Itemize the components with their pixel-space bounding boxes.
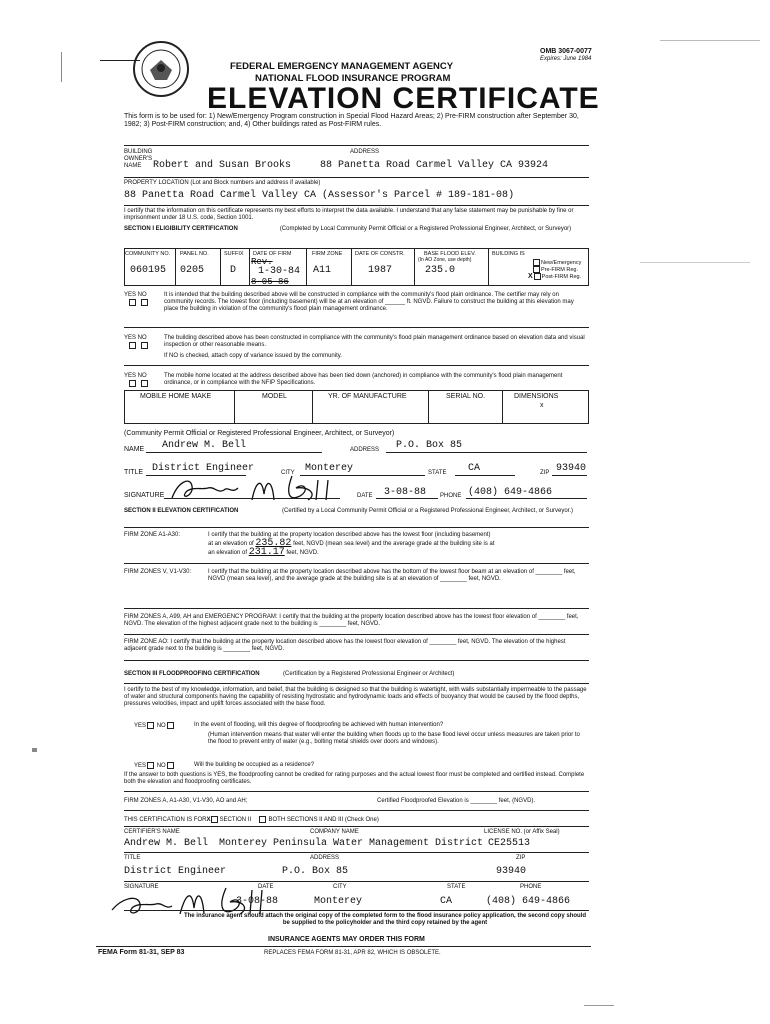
city-label: CITY xyxy=(281,470,295,476)
footer-state: CA xyxy=(440,896,453,907)
owner-address: 88 Panetta Road Carmel Valley CA 93924 xyxy=(320,160,549,171)
zone-a1-a30-label: FIRM ZONE A1-A30: xyxy=(124,532,181,538)
agent-note: The insurance agent should attach the original copy of the completed form to the flood insurance policy application, the second copy should be supplied to the policyholder and the third copy retained by the agent xyxy=(183,913,587,926)
section3-heading: SECTION III FLOODPROOFING CERTIFICATION xyxy=(124,671,260,677)
col-mh-make: MOBILE HOME MAKE xyxy=(140,393,212,400)
omb-number: OMB 3067-0077 xyxy=(540,48,592,55)
building-opt-prefirm[interactable]: Pre-FIRM Reg. xyxy=(532,266,578,274)
section1-para-1: It is intended that the building described above will be constructed in compliance with the community's flood plain ordinance. The certifier may rely on community records. The lowest floor (including basement) will be at an elevation of ______ ft. NGVD. Failure to construct the building at this elevation may place the building in violation of the community's flood plain management ordinance. xyxy=(164,292,574,312)
footer-title-label: TITLE xyxy=(124,855,141,861)
program-name: NATIONAL FLOOD INSURANCE PROGRAM xyxy=(255,73,451,84)
section2-check-mark: X xyxy=(206,817,211,824)
footer-phone: (408) 649-4866 xyxy=(486,896,571,907)
col-building-is: BUILDING IS xyxy=(492,251,525,257)
footer-state-label: STATE xyxy=(447,884,466,890)
owner-name-label: BUILDING OWNER'S NAME xyxy=(124,149,153,169)
yes-no-2: YES NO xyxy=(124,335,147,341)
zone-v-label: FIRM ZONES V, V1-V30: xyxy=(124,569,192,575)
building-opt-postfirm[interactable]: X Post-FIRM Reg. xyxy=(528,273,582,280)
col-community-no: COMMUNITY NO. xyxy=(125,251,171,257)
col-mh-serial: SERIAL NO. xyxy=(446,393,486,400)
official-city: Monterey xyxy=(305,463,354,474)
panel-no: 0205 xyxy=(180,265,205,276)
building-opt-new[interactable]: New/Emergency xyxy=(532,259,581,267)
section1-heading: SECTION I ELIGIBILITY CERTIFICATION xyxy=(124,226,238,232)
official-address-label: ADDRESS xyxy=(350,447,380,453)
col-date-of-constr: DATE OF CONSTR. xyxy=(355,251,405,257)
mh-dim-x: x xyxy=(540,402,544,409)
yes-no-2-boxes[interactable] xyxy=(128,342,149,350)
col-panel-no: PANEL NO. xyxy=(180,251,209,257)
average-grade-elev: 231.17 xyxy=(248,547,285,558)
form-number: FEMA Form 81-31, SEP 83 xyxy=(98,949,185,956)
official-phone: (408) 649-4866 xyxy=(468,487,553,498)
yes-no-1-boxes[interactable] xyxy=(128,299,149,307)
col-bfe-note: (In AO Zone, use depth) xyxy=(418,257,472,263)
q1-yes-no[interactable]: YES NO xyxy=(134,722,175,730)
footer-date: 3-08-88 xyxy=(236,896,279,907)
col-firm-zone: FIRM ZONE xyxy=(312,251,343,257)
suffix: D xyxy=(230,265,237,276)
page-title: ELEVATION CERTIFICATE xyxy=(207,82,600,115)
license-label: LICENSE NO. (or Affix Seal) xyxy=(484,829,560,835)
zone-v-text: I certify that the building at the property location described above has the bottom of the lowest floor beam at an elevation of ________ feet, NGVD (mean sea level), and the average grade at the building site is at an elevation of ________ feet, NGVD. xyxy=(208,569,576,582)
footer-title: District Engineer xyxy=(124,866,227,877)
section1-para-3: The mobile home located at the address described above has been tied down (anchored) in compliance with the community's flood plain management ordinance, or in compliance with the NFIP Specifications. xyxy=(164,373,563,386)
question-1: In the event of flooding, will this degree of floodproofing be achieved with human intervention? xyxy=(194,722,444,728)
license-no: CE25513 xyxy=(488,838,531,849)
zone-a1-a30-text-a: I certify that the building at the property location described above has the lowest floor (including basement) xyxy=(208,532,491,538)
scan-mark xyxy=(61,52,62,82)
replaces-note: REPLACES FEMA FORM 81-31, APR 82, WHICH IS OBSOLETE. xyxy=(264,950,441,956)
official-label: (Community Permit Official or Registered Professional Engineer, Architect, or Surveyor) xyxy=(124,430,395,437)
both-sections-checkbox[interactable] xyxy=(259,816,266,823)
company-name: Monterey Peninsula Water Management District xyxy=(219,838,484,849)
col-suffix: SUFFIX xyxy=(224,251,244,257)
firm-zone: A11 xyxy=(313,265,332,276)
zone-a-a99-text: FIRM ZONES A, A99, AH and EMERGENCY PROGRAM: I certify that the building at the property location described above has the lowest floor elevation of ________ feet, NGVD. The elevation of the highest adjacent grade next to the building is ________ feet, NGVD. xyxy=(124,614,579,627)
footer-phone-label: PHONE xyxy=(520,884,542,890)
footer-address: P.O. Box 85 xyxy=(282,866,349,877)
yes-no-1: YES NO xyxy=(124,292,147,298)
zone-a1-a30-line3: an elevation of 231.17 feet, NGVD. xyxy=(208,547,319,558)
property-location-label: PROPERTY LOCATION (Lot and Block numbers and address if available) xyxy=(124,180,321,186)
zip-label: ZIP xyxy=(540,470,550,476)
fp-zones: FIRM ZONES A, A1-A30, V1-V30, AO and AH; xyxy=(124,798,248,804)
footer-date-label: DATE xyxy=(258,884,274,890)
certify-text: I certify that the information on this certificate represents my best efforts to interpret the data available. I understand that any false statement may be punishable by fine or imprisonment under 18 U.S. code, Section 1001. xyxy=(124,208,574,221)
name-label: NAME xyxy=(124,446,145,453)
footer-city: Monterey xyxy=(314,896,363,907)
col-base-flood-elev: BASE FLOOD ELEV. xyxy=(424,251,476,257)
scan-mark xyxy=(640,262,750,263)
official-address: P.O. Box 85 xyxy=(396,440,463,451)
certifier-name: Andrew M. Bell xyxy=(124,838,209,849)
official-name: Andrew M. Bell xyxy=(162,440,247,451)
col-date-of-firm: DATE OF FIRM xyxy=(253,251,292,257)
section3-desc: (Certification by a Registered Professional Engineer or Architect) xyxy=(283,671,455,677)
section3-para-2: If the answer to both questions is YES, the floodproofing cannot be credited for rating purposes and the actual lowest floor must be completed and certified instead. Complete both the elevation and floodproofing certificates. xyxy=(124,772,585,785)
title-label: TITLE xyxy=(124,469,144,476)
yes-no-3-boxes[interactable] xyxy=(128,380,149,388)
firm-date: 1-30-84 xyxy=(258,266,301,277)
scan-mark xyxy=(32,748,37,752)
state-label: STATE xyxy=(428,470,447,476)
certified-fp-elev: Certified Floodproofed Elevation is ________ feet, (NGVD). xyxy=(377,798,536,804)
scan-mark xyxy=(660,40,760,41)
footer-city-label: CITY xyxy=(333,884,347,890)
agents-order: INSURANCE AGENTS MAY ORDER THIS FORM xyxy=(268,936,425,943)
footer-zip: 93940 xyxy=(496,866,527,877)
col-mh-year: YR. OF MANUFACTURE xyxy=(328,393,407,400)
zone-ao-text: FIRM ZONE AO: I certify that the building at the property location described above has the lowest floor elevation of ________ feet, NGVD. The elevation of the highest adjacent grade next to the building is ________ feet, NGVD. xyxy=(124,639,566,652)
certifier-name-label: CERTIFIER'S NAME xyxy=(124,829,180,835)
agency-name: FEDERAL EMERGENCY MANAGEMENT AGENCY xyxy=(230,61,454,72)
date-label: DATE xyxy=(357,493,373,499)
section3-para-1: I certify to the best of my knowledge, information, and belief, that the building is designed so that the building is watertight, with walls substantially impermeable to the passage of water and structural components having the capability of resisting hydrostatic and hydrodynamic loads and effects of buoyancy that would be caused by the flood depths, pressures velocities, impact and uplift forces associated with the base flood. xyxy=(124,687,587,707)
base-flood-elev: 235.0 xyxy=(425,265,456,276)
official-zip: 93940 xyxy=(556,463,587,474)
question-2: Will the building be occupied as a residence? xyxy=(194,762,315,768)
section1-para-2b: If NO is checked, attach copy of variance issued by the community. xyxy=(164,353,342,359)
official-signature xyxy=(168,472,348,504)
section2-desc: (Certified by a Local Community Permit Official or a Registered Professional Engineer, Architect, or Surveyor.) xyxy=(282,508,574,514)
cert-for-row: THIS CERTIFICATION IS FORX SECTION II BOTH SECTIONS II AND III (Check One) xyxy=(124,817,379,824)
section1-desc: (Completed by Local Community Permit Official or a Registered Professional Engineer, Architect, or Surveyor) xyxy=(279,226,572,232)
signature-label: SIGNATURE xyxy=(124,492,165,499)
scan-mark xyxy=(584,1005,614,1006)
owner-address-label: ADDRESS xyxy=(350,149,380,155)
company-name-label: COMPANY NAME xyxy=(310,829,359,835)
official-state: CA xyxy=(468,463,481,474)
firm-date-strike: 8-05-86 xyxy=(251,277,289,287)
question-1-note: (Human intervention means that water will enter the building when floods up to the base flood level occur unless measures are taken prior to the flood to prevent entry of water (e.g., bolting metal shields over doors and windows). xyxy=(208,732,580,745)
col-mh-dimensions: DIMENSIONS xyxy=(514,393,559,400)
official-title: District Engineer xyxy=(152,463,255,474)
fema-seal xyxy=(132,40,190,98)
expiration-date: Expires: June 1984 xyxy=(540,56,592,62)
lowest-floor-elev: 235.82 xyxy=(255,538,292,549)
footer-address-label: ADDRESS xyxy=(310,855,340,861)
owner-name: Robert and Susan Brooks xyxy=(153,160,292,171)
intro-text: This form is to be used for: 1) New/Emergency Program construction in Special Flood Hazard Areas; 2) Pre-FIRM construction after September 30, 1982; 3) Post-FIRM construction; and, 4) Other buildings rated as Post-FIRM rules. xyxy=(124,113,579,128)
section1-para-2: The building described above has been constructed in compliance with the community's flood plain management ordinance based on elevation data and visual inspection or other reasonable means. xyxy=(164,335,585,348)
col-mh-model: MODEL xyxy=(262,393,287,400)
footer-zip-label: ZIP xyxy=(516,855,526,861)
section2-heading: SECTION II ELEVATION CERTIFICATION xyxy=(124,508,239,514)
q2-yes-no[interactable]: YES NO xyxy=(134,762,175,770)
yes-no-3: YES NO xyxy=(124,373,147,379)
zone-a1-a30-line2: at an elevation of 235.82 feet, NGVD (mean sea level) and the average grade at the building site is at xyxy=(208,538,495,549)
official-date: 3-08-88 xyxy=(384,487,427,498)
constr-date: 1987 xyxy=(368,265,393,276)
community-no: 060195 xyxy=(130,265,167,276)
firm-date-strike-rev: Rev. xyxy=(251,257,273,267)
footer-signature-label: SIGNATURE xyxy=(124,884,159,890)
section2-checkbox[interactable] xyxy=(211,816,218,823)
property-location: 88 Panetta Road Carmel Valley CA (Assessor's Parcel # 189-181-08) xyxy=(124,190,515,201)
phone-label: PHONE xyxy=(440,493,462,499)
